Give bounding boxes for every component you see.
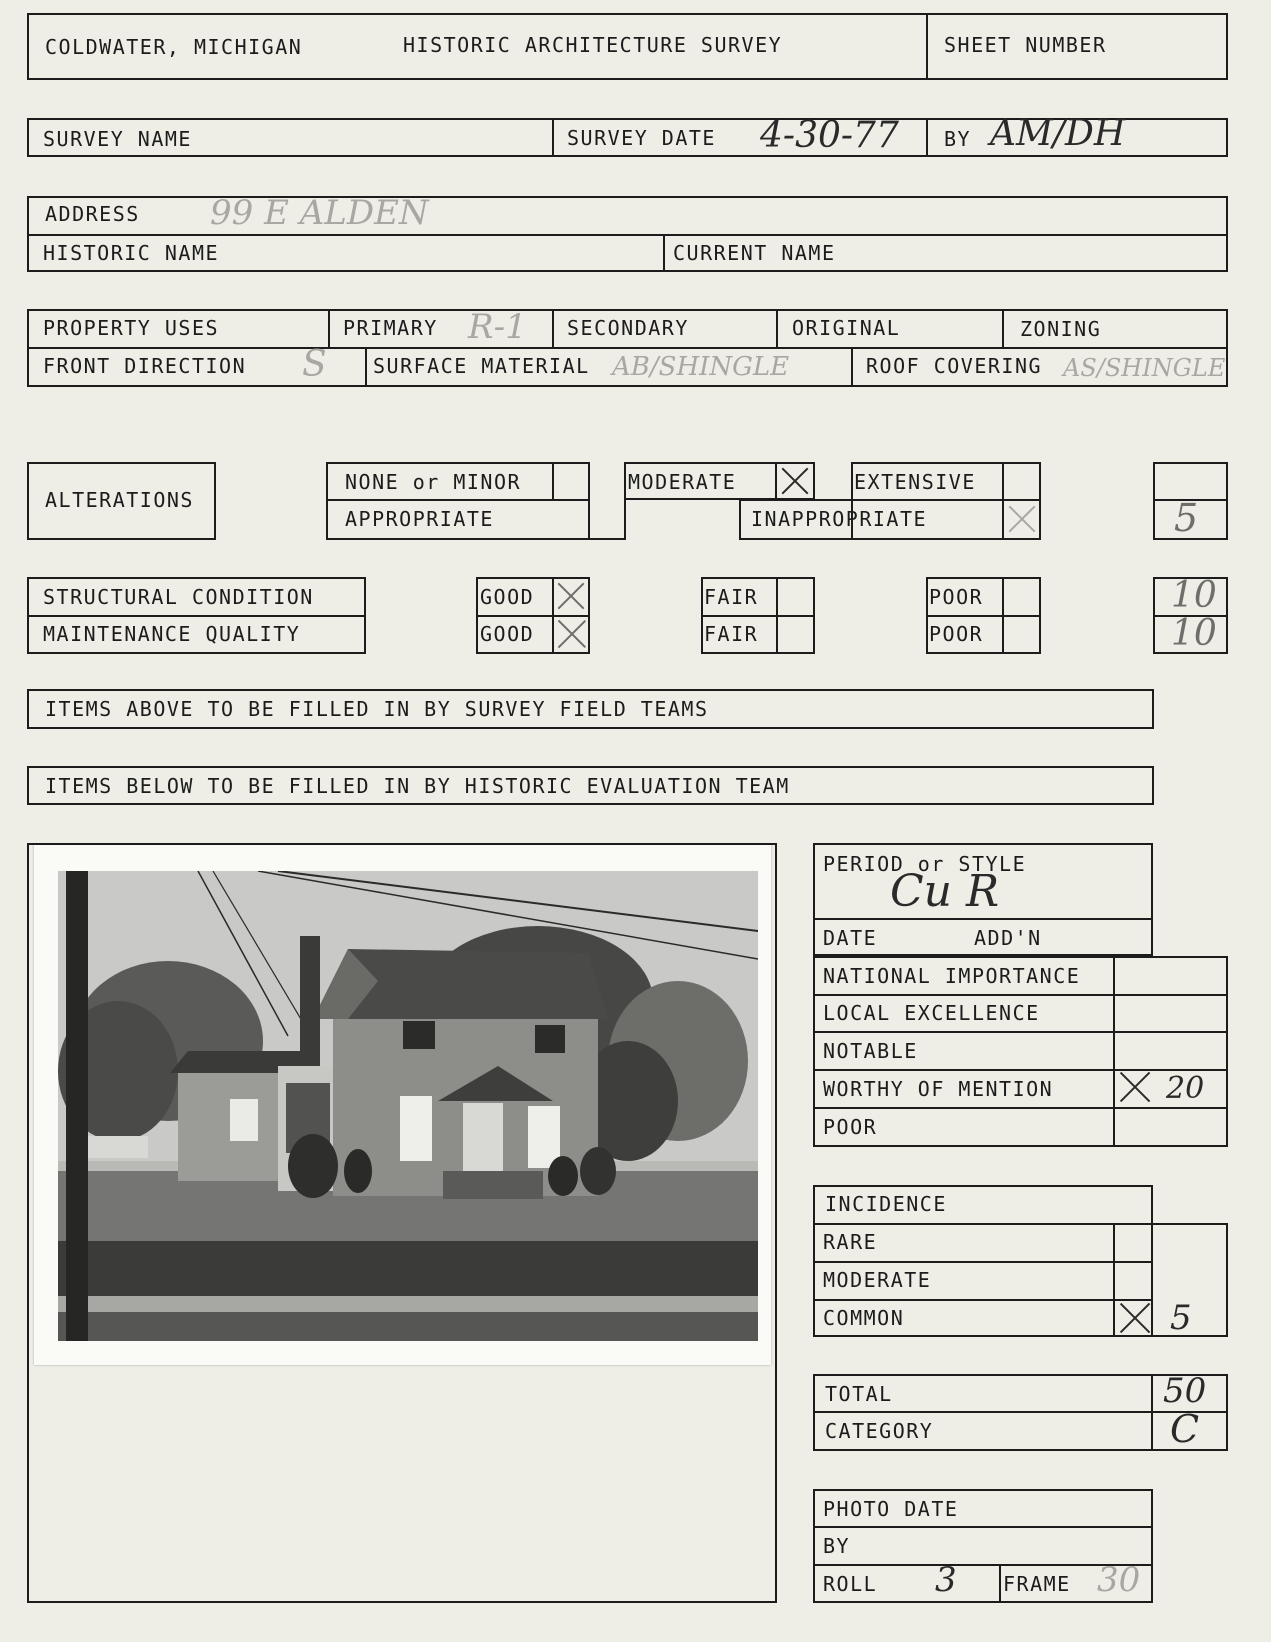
inc-div-3: [813, 1299, 1153, 1301]
moderate-label: MODERATE: [628, 470, 737, 494]
common-score: 5: [1170, 1298, 1192, 1338]
inc-div-2: [813, 1261, 1153, 1263]
imp-div-1: [813, 994, 1228, 996]
period-style-value: Cu R: [890, 866, 1000, 917]
nm-divider: [326, 499, 590, 501]
structural-condition-label: STRUCTURAL CONDITION: [43, 585, 314, 609]
extensive-divider: [739, 499, 1041, 501]
secondary-label: SECONDARY: [567, 316, 689, 340]
name-divider: [663, 234, 665, 272]
frame-label: FRAME: [1003, 1572, 1071, 1596]
appropriate-label: APPROPRIATE: [345, 507, 494, 531]
total-value: 50: [1163, 1371, 1207, 1411]
cond-divider: [27, 615, 366, 617]
survey-name-label: SURVEY NAME: [43, 127, 192, 151]
inc-div-1: [813, 1223, 1228, 1225]
property-uses-label: PROPERTY USES: [43, 316, 220, 340]
field-teams-note: ITEMS ABOVE TO BE FILLED IN BY SURVEY FIELD TEAMS: [45, 697, 709, 721]
poor-label-structural: POOR: [929, 585, 984, 609]
maintenance-score: 10: [1171, 613, 1217, 654]
totals-divider: [813, 1411, 1228, 1413]
fd-div-2: [851, 347, 853, 387]
nm-check-divider: [552, 462, 554, 499]
good-divider: [476, 615, 590, 617]
surface-material-label: SURFACE MATERIAL: [373, 354, 590, 378]
sheet-number-label: SHEET NUMBER: [944, 33, 1107, 57]
fair-check-divider: [776, 577, 778, 654]
moderate-checkmark: [780, 466, 810, 496]
fair-label-maintenance: FAIR: [704, 622, 759, 646]
totals-score-divider: [1151, 1374, 1153, 1451]
pu-div-3: [776, 309, 778, 347]
pu-div-2: [552, 309, 554, 347]
roll-label: ROLL: [823, 1572, 878, 1596]
incidence-score-divider: [1113, 1223, 1115, 1337]
header-divider: [926, 13, 928, 80]
photo-by-label: BY: [823, 1534, 851, 1558]
imp-div-2: [813, 1031, 1228, 1033]
good-check-divider: [552, 577, 554, 654]
extensive-label: EXTENSIVE: [854, 470, 976, 494]
address-value: 99 E ALDEN: [210, 193, 429, 233]
original-label: ORIGINAL: [792, 316, 901, 340]
front-direction-label: FRONT DIRECTION: [43, 354, 247, 378]
pu-div-1: [328, 309, 330, 347]
good-label-structural: GOOD: [480, 585, 535, 609]
common-checkmark: [1118, 1304, 1152, 1332]
fair-label-structural: FAIR: [704, 585, 759, 609]
photo-date-label: PHOTO DATE: [823, 1497, 959, 1521]
addn-label: ADD'N: [974, 926, 1042, 950]
extensive-check-divider: [1002, 462, 1004, 540]
field-note-bottom: [27, 727, 1154, 729]
worthy-score: 20: [1166, 1071, 1205, 1106]
surface-material-value: AB/SHINGLE: [612, 352, 790, 382]
notable-label: NOTABLE: [823, 1039, 918, 1063]
eval-poor-label: POOR: [823, 1115, 878, 1139]
primary-label: PRIMARY: [343, 316, 438, 340]
period-divider: [813, 918, 1153, 920]
eval-note-bottom: [27, 803, 1154, 805]
appropriate-end: [624, 499, 626, 540]
alterations-score: 5: [1174, 496, 1199, 540]
moderate-check-divider: [775, 462, 777, 500]
survey-by-value: AM/DH: [990, 113, 1126, 154]
house-photograph: [34, 845, 771, 1365]
current-name-label: CURRENT NAME: [673, 241, 836, 265]
inappropriate-bottom: [739, 538, 851, 540]
survey-divider-1: [552, 118, 554, 157]
none-minor-label: NONE or MINOR: [345, 470, 522, 494]
category-label: CATEGORY: [825, 1419, 934, 1443]
roof-covering-label: ROOF COVERING: [866, 354, 1043, 378]
survey-date-value: 4-30-77: [760, 115, 899, 156]
primary-value: R-1: [468, 307, 527, 347]
common-label: COMMON: [823, 1306, 905, 1330]
pu-div-4: [1002, 309, 1004, 347]
field-note-top: [27, 689, 1154, 691]
inappropriate-start: [739, 499, 741, 540]
zoning-label: ZONING: [1020, 317, 1102, 341]
house-photo-icon: [58, 871, 758, 1341]
total-label: TOTAL: [825, 1382, 893, 1406]
roof-covering-value: AS/SHINGLE: [1063, 354, 1226, 382]
alterations-label: ALTERATIONS: [45, 488, 194, 512]
evaluation-team-note: ITEMS BELOW TO BE FILLED IN BY HISTORIC EVALUATION TEAM: [45, 774, 790, 798]
property-divider: [27, 347, 1228, 349]
incidence-label: INCIDENCE: [825, 1192, 947, 1216]
survey-date-label: SURVEY DATE: [567, 126, 716, 150]
inappropriate-label: INAPPROPRIATE: [751, 507, 928, 531]
field-note-left: [27, 689, 29, 729]
eval-note-left: [27, 766, 29, 805]
survey-divider-2: [926, 118, 928, 157]
poor-check-divider: [1002, 577, 1004, 654]
structural-score: 10: [1171, 575, 1217, 616]
poor-divider: [926, 615, 1041, 617]
poor-label-maintenance: POOR: [929, 622, 984, 646]
address-divider: [27, 234, 1228, 236]
address-label: ADDRESS: [45, 202, 140, 226]
incidence-moderate-label: MODERATE: [823, 1268, 932, 1292]
appropriate-extension: [590, 538, 626, 540]
eval-note-right: [1152, 766, 1154, 805]
front-direction-value: S: [302, 344, 327, 385]
good-maintenance-checkmark: [556, 618, 588, 650]
maintenance-quality-label: MAINTENANCE QUALITY: [43, 622, 301, 646]
imp-div-4: [813, 1107, 1228, 1109]
survey-by-label: BY: [944, 127, 972, 151]
pi-div-1: [813, 1526, 1153, 1528]
form-title: HISTORIC ARCHITECTURE SURVEY: [403, 33, 783, 57]
fd-div-1: [365, 347, 367, 387]
worthy-of-mention-label: WORTHY OF MENTION: [823, 1077, 1054, 1101]
roll-frame-divider: [999, 1564, 1001, 1603]
inc-right-ext: [1226, 1223, 1228, 1337]
field-note-right: [1152, 689, 1154, 729]
period-style-label: PERIOD or STYLE: [823, 852, 1027, 876]
historic-name-label: HISTORIC NAME: [43, 241, 220, 265]
roll-value: 3: [935, 1560, 957, 1600]
national-importance-label: NATIONAL IMPORTANCE: [823, 964, 1081, 988]
importance-score-divider: [1113, 956, 1115, 1147]
rare-label: RARE: [823, 1230, 878, 1254]
worthy-checkmark: [1118, 1073, 1152, 1101]
local-excellence-label: LOCAL EXCELLENCE: [823, 1001, 1040, 1025]
fair-divider: [701, 615, 815, 617]
category-value: C: [1170, 1407, 1200, 1451]
good-structural-checkmark: [556, 581, 586, 611]
frame-value: 30: [1097, 1560, 1141, 1600]
good-label-maintenance: GOOD: [480, 622, 535, 646]
eval-note-top: [27, 766, 1154, 768]
inappropriate-checkmark: [1007, 504, 1037, 534]
city-label: COLDWATER, MICHIGAN: [45, 35, 303, 59]
date-label: DATE: [823, 926, 878, 950]
